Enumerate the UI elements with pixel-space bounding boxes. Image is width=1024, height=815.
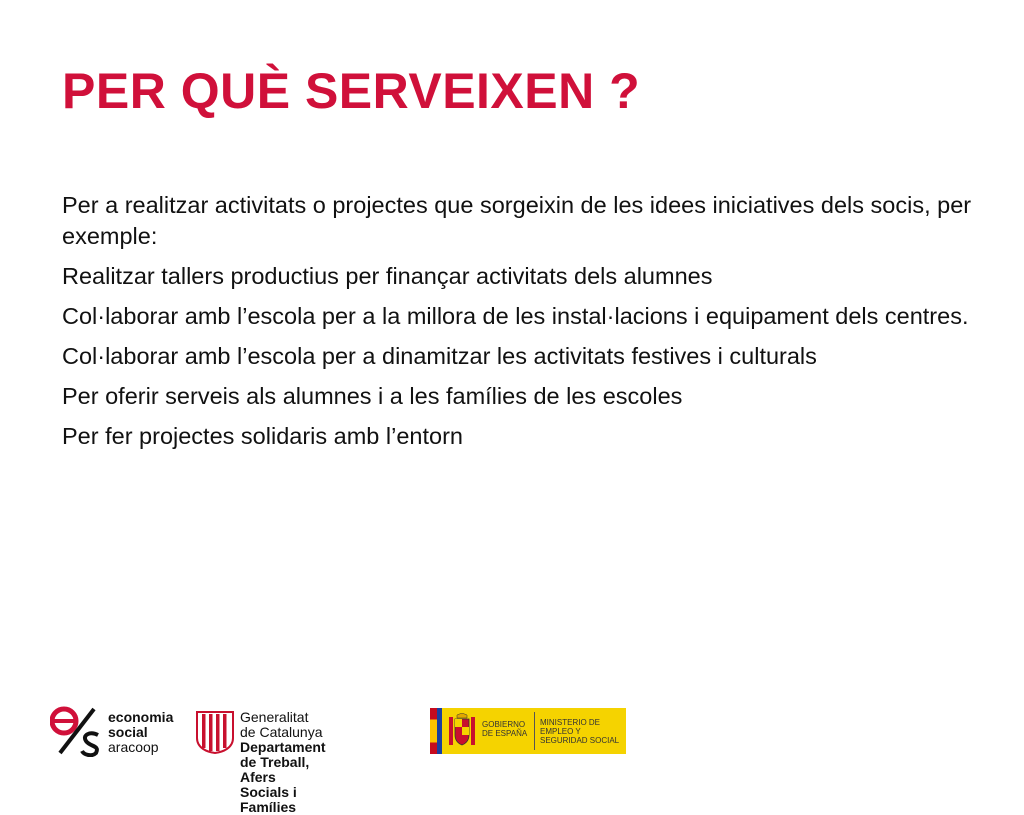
generalitat-text [240, 710, 326, 815]
aracoop-label: aracoop [108, 739, 159, 755]
paragraph: Per oferir serveis als alumnes i a les famílies de les escoles [62, 383, 683, 409]
spain-flag-stripe [430, 708, 437, 754]
paragraph: Col·laborar amb l’escola per a dinamitzar les activitats festives i culturals [62, 343, 817, 369]
department-label: Departament de Treball, [240, 739, 326, 770]
department-label-2: Afers Socials i Famílies [240, 769, 297, 815]
economia-social-text [108, 710, 173, 755]
paragraph: Col·laborar amb l’escola per a la millora de les instal·lacions i equipament dels centres. [62, 303, 969, 329]
paragraph: Realitzar tallers productius per finançar activitats dels alumnes [62, 263, 713, 289]
economia-social-logo-icon [50, 705, 105, 757]
gobierno-logo [430, 708, 626, 754]
paragraph: Per a realitzar activitats o projectes que sorgeixin de les idees iniciatives dels socis, per exemple: [62, 192, 972, 249]
generalitat-logo-icon [195, 710, 235, 754]
slide-body [62, 190, 972, 461]
economia-label: economia [108, 709, 174, 725]
paragraph: Per fer projectes solidaris amb l’entorn [62, 423, 463, 449]
coat-of-arms-icon [448, 713, 476, 749]
slide-title: PER QUÈ SERVEIXEN ? [62, 63, 641, 119]
gobierno-label: GOBIERNO DE ESPAÑA [482, 720, 528, 738]
ministerio-label: MINISTERIO DE EMPLEO Y SEGURIDAD SOCIAL [540, 718, 620, 745]
generalitat-label: Generalitat de Catalunya [240, 709, 323, 740]
gobierno-divider [534, 712, 535, 750]
social-label: social [108, 724, 148, 740]
